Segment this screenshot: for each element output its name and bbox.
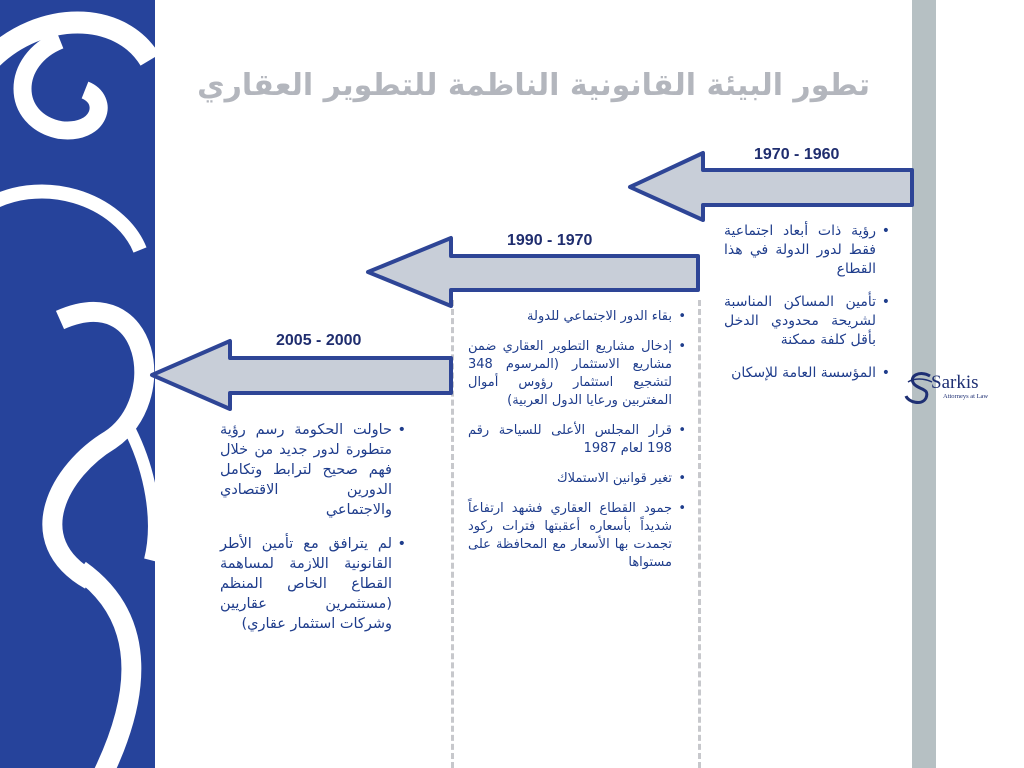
period-2000-2005-list [220,420,408,648]
slide-title: تطور البيئة القانونية الناظمة للتطوير العقاري [197,68,870,103]
list-item: • قرار المجلس الأعلى للسياحة رقم 198 لعام 1987 [468,422,672,458]
list-item: • تغير قوانين الاستملاك [468,470,672,488]
period-label-2000-2005: 2005 - 2000 [276,332,362,349]
list-item: • حاولت الحكومة رسم رؤية متطورة لدور جديد من خلال فهم صحيح لترابط وتكامل الدورين الاقتصادي والاجتماعي [220,420,392,520]
sarkis-logo [904,368,1004,408]
list-item: • جمود القطاع العقاري فشهد ارتفاعاً شديداً بأسعاره أعقبتها فترات ركود تجمدت بها الأسعار مع المحافظة على مستواها [468,500,672,572]
list-item: • رؤية ذات أبعاد اجتماعية فقط لدور الدولة في هذا القطاع [724,222,876,279]
logo-tagline: Attorneys at Law [943,393,989,400]
period-label-1970-1990: 1990 - 1970 [507,232,593,249]
period-1960-1970-list [724,222,892,397]
list-item: • بقاء الدور الاجتماعي للدولة [468,308,672,326]
list-item: • لم يترافق مع تأمين الأطر القانونية اللازمة لمساهمة القطاع الخاص المنظم (مستثمرين عقاريين وشركات استثمار عقاري) [220,534,392,634]
list-item: • المؤسسة العامة للإسكان [724,364,876,383]
list-item: • تأمين المساكن المناسبة لشريحة محدودي الدخل بأقل كلفة ممكنة [724,293,876,350]
logo-name: Sarkis [931,372,979,393]
timeline-arrow-2000-2005 [152,341,451,409]
list-item: • إدخال مشاريع التطوير العقاري ضمن مشاريع الاستثمار (المرسوم 348 لتشجيع استثمار رؤوس أموال المغتربين ورعايا الدول العربية) [468,338,672,410]
period-1970-1990-list [468,308,688,584]
period-label-1960-1970: 1970 - 1960 [754,146,840,163]
